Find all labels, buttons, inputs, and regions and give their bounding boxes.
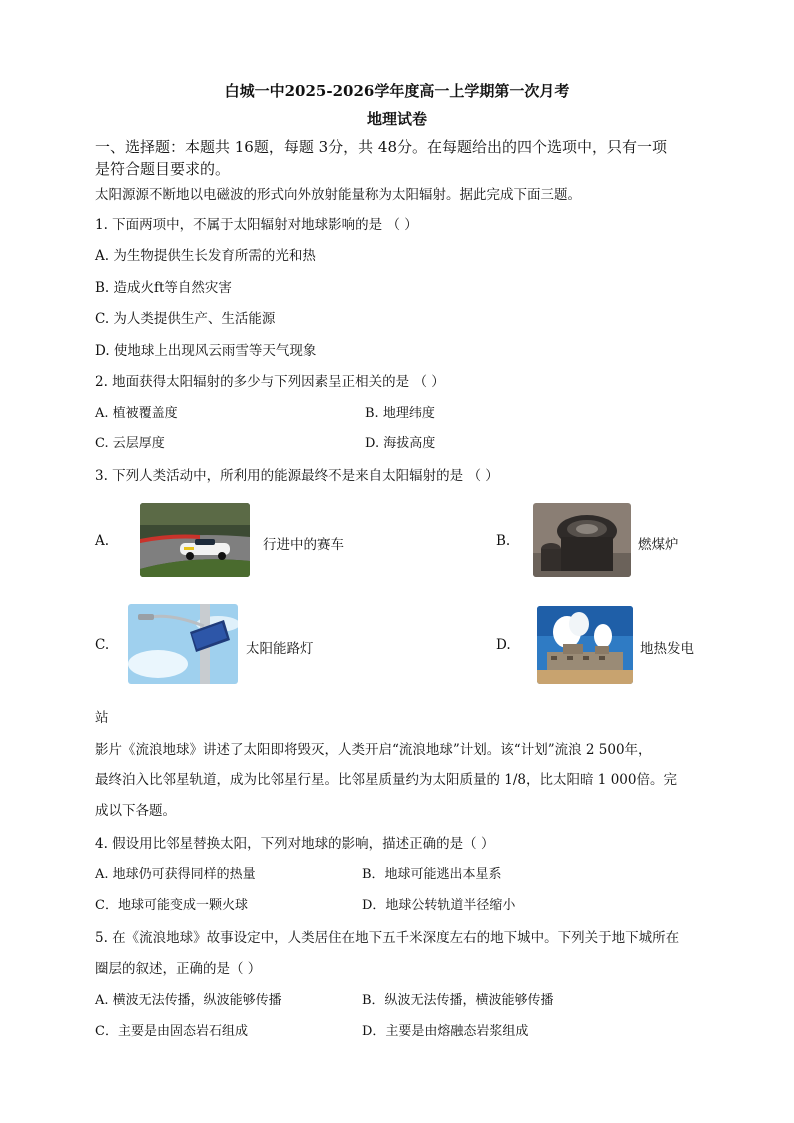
exam-title: 白城一中2025-2026学年度高一上学期第一次月考	[224, 82, 570, 100]
passage-line3: 成以下各题。	[95, 803, 176, 819]
exam-subtitle: 地理试卷	[366, 110, 427, 128]
q1-stem: 1. 下面两项中，不属于太阳辐射对地球影响的是 （ ）	[95, 217, 418, 233]
intro-text: 太阳源源不断地以电磁波的形式向外放射能量称为太阳辐射。据此完成下面三题。	[95, 187, 581, 203]
q3-option-b-letter: B.	[496, 533, 511, 549]
race-car-photo	[140, 503, 250, 577]
passage-line2: 最终泊入比邻星轨道，成为比邻星行星。比邻星质量约为太阳质量的 1/8，比太阳暗 1 000倍。完	[95, 772, 677, 788]
q3-option-a-caption: 行进中的赛车	[263, 537, 344, 553]
q1-option-b: B. 造成火ft等自然灾害	[95, 280, 232, 296]
q1-option-c: C. 为人类提供生产、生活能源	[95, 311, 276, 327]
q2-option-c: C. 云层厚度	[95, 436, 165, 451]
q3-option-b-caption: 燃煤炉	[638, 537, 679, 553]
q3-stem: 3. 下列人类活动中，所利用的能源最终不是来自太阳辐射的是 （ ）	[95, 468, 499, 484]
q5-option-c: C．主要是由固态岩石组成	[95, 1024, 248, 1039]
q4-stem: 4. 假设用比邻星替换太阳，下列对地球的影响，描述正确的是（ ）	[95, 836, 495, 852]
q4-option-d: D．地球公转轨道半径缩小	[362, 898, 516, 913]
q2-stem: 2. 地面获得太阳辐射的多少与下列因素呈正相关的是 （ ）	[95, 374, 445, 390]
q4-option-c: C．地球可能变成一颗火球	[95, 898, 248, 913]
q5-stem-line1: 5. 在《流浪地球》故事设定中，人类居住在地下五千米深度左右的地下城中。下列关于地下城所在	[95, 930, 680, 946]
q1-option-a: A. 为生物提供生长发育所需的光和热	[95, 248, 316, 264]
q3-option-d-letter: D.	[496, 637, 511, 653]
section-header-line1: 一、选择题：本题共 16题，每题 3分，共 48分。在每题给出的四个选项中，只有一项	[95, 138, 668, 156]
solar-street-light-photo	[128, 604, 238, 684]
q1-option-d: D. 使地球上出现风云雨雪等天气现象	[95, 343, 317, 359]
section-header-line2: 是符合题目要求的。	[95, 160, 231, 178]
geothermal-plant-photo	[537, 606, 633, 684]
passage-line1: 影片《流浪地球》讲述了太阳即将毁灭，人类开启“流浪地球”计划。该“计划”流浪 2 500年，	[95, 742, 652, 758]
q4-option-b: B．地球可能逃出本星系	[362, 867, 502, 882]
q3-option-c-letter: C.	[95, 637, 110, 653]
coal-stove-photo	[533, 503, 631, 577]
q5-option-d: D．主要是由熔融态岩浆组成	[362, 1024, 529, 1039]
q3-option-a-letter: A.	[95, 533, 110, 549]
q2-option-a: A. 植被覆盖度	[95, 406, 178, 421]
q3-option-d-caption-wrap: 站	[95, 710, 109, 726]
q5-stem-line2: 圈层的叙述，正确的是（ ）	[95, 961, 262, 977]
q5-option-b: B．纵波无法传播，横波能够传播	[362, 993, 554, 1008]
q4-option-a: A. 地球仍可获得同样的热量	[95, 867, 256, 882]
q2-option-b: B. 地理纬度	[365, 406, 435, 421]
q3-option-d-caption: 地热发电	[640, 641, 694, 657]
q2-option-d: D. 海拔高度	[365, 436, 436, 451]
q3-option-c-caption: 太阳能路灯	[246, 641, 314, 657]
q5-option-a: A. 横波无法传播，纵波能够传播	[95, 993, 282, 1008]
